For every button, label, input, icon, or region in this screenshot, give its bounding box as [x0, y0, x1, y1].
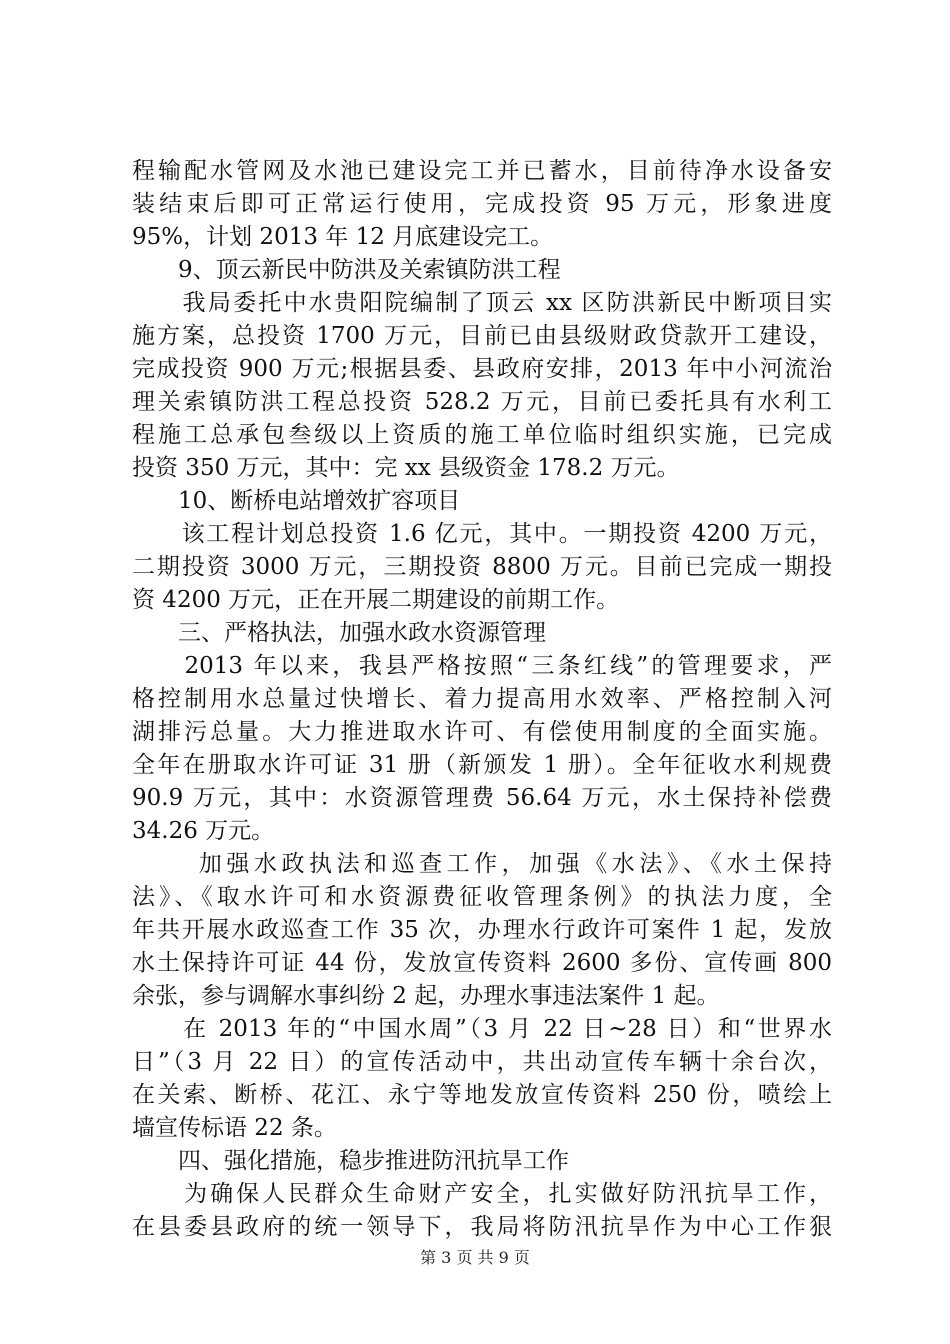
text-line: 墙宣传标语 22 条。 [132, 1115, 337, 1141]
text-line: 程施工总承包叁级以上资质的施工单位临时组织实施，已完成 [132, 422, 832, 448]
text-line: 湖排污总量。大力推进取水许可、有偿使用制度的全面实施。 [132, 719, 832, 745]
text-line: 水土保持许可证 44 份，发放宣传资料 2600 多份、宣传画 800 [132, 950, 832, 976]
text-line: 二期投资 3000 万元，三期投资 8800 万元。目前已完成一期投 [132, 554, 832, 580]
text-line: 34.26 万元。 [132, 818, 275, 844]
section-heading: 三、严格执法，加强水政水资源管理 [132, 620, 546, 646]
text-line: 资 4200 万元，正在开展二期建设的前期工作。 [132, 587, 620, 613]
section-heading: 10、断桥电站增效扩容项目 [132, 488, 461, 514]
text-line: 格控制用水总量过快增长、着力提高用水效率、严格控制入河 [132, 686, 832, 712]
text-line: 投资 350 万元，其中：完 xx 县级资金 178.2 万元。 [132, 455, 680, 481]
text-line: 在县委县政府的统一领导下，我局将防汛抗旱作为中心工作狠 [132, 1214, 832, 1240]
text-line: 施方案，总投资 1700 万元，目前已由县级财政贷款开工建设， [132, 323, 832, 349]
text-line: 完成投资 900 万元;根据县委、县政府安排，2013 年中小河流治 [132, 356, 832, 382]
page-footer: 第 3 页 共 9 页 [420, 1248, 530, 1267]
text-line: 为确保人民群众生命财产安全，扎实做好防汛抗旱工作， [132, 1181, 832, 1207]
text-line: 我局委托中水贵阳院编制了顶云 xx 区防洪新民中断项目实 [132, 290, 832, 316]
text-line: 2013 年以来，我县严格按照“三条红线”的管理要求，严 [132, 653, 832, 679]
text-line: 余张，参与调解水事纠纷 2 起，办理水事违法案件 1 起。 [132, 983, 720, 1009]
text-line: 程输配水管网及水池已建设完工并已蓄水，目前待净水设备安 [132, 158, 832, 184]
text-line: 95%，计划 2013 年 12 月底建设完工。 [132, 224, 554, 250]
text-line: 该工程计划总投资 1.6 亿元，其中。一期投资 4200 万元， [132, 521, 832, 547]
text-line: 90.9 万元，其中：水资源管理费 56.64 万元，水土保持补偿费 [132, 785, 832, 811]
section-heading: 四、强化措施，稳步推进防汛抗旱工作 [132, 1148, 569, 1174]
text-line: 理关索镇防洪工程总投资 528.2 万元，目前已委托具有水利工 [132, 389, 832, 415]
text-line: 年共开展水政巡查工作 35 次，办理水行政许可案件 1 起，发放 [132, 917, 832, 943]
text-line: 全年在册取水许可证 31 册（新颁发 1 册）。全年征收水利规费 [132, 752, 832, 778]
text-line: 加强水政执法和巡查工作，加强《水法》、《水土保持 [132, 851, 832, 877]
text-line: 在关索、断桥、花江、永宁等地发放宣传资料 250 份，喷绘上 [132, 1082, 832, 1108]
text-line: 在 2013 年的“中国水周”（3 月 22 日~28 日）和“世界水 [132, 1016, 832, 1042]
text-line: 装结束后即可正常运行使用，完成投资 95 万元，形象进度 [132, 191, 832, 217]
section-heading: 9、顶云新民中防洪及关索镇防洪工程 [132, 257, 561, 283]
text-line: 日”（3 月 22 日）的宣传活动中，共出动宣传车辆十余台次， [132, 1049, 832, 1075]
text-line: 法》、《取水许可和水资源费征收管理条例》的执法力度，全 [132, 884, 832, 910]
